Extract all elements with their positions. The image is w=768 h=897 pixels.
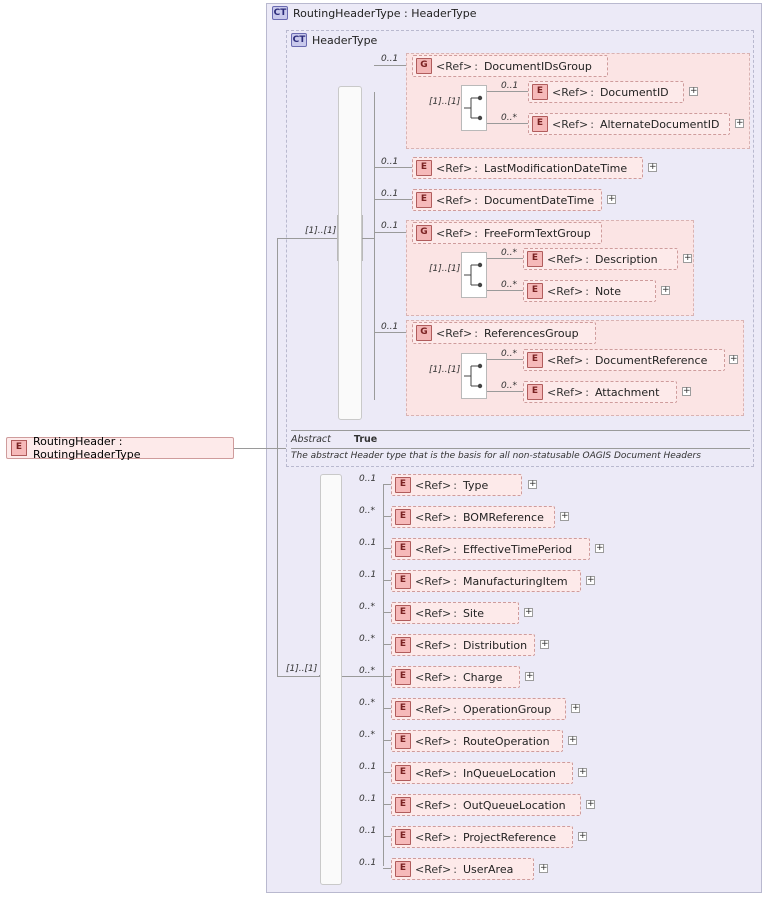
connector <box>277 676 319 677</box>
connector <box>374 199 412 200</box>
group-name: ReferencesGroup <box>483 326 579 340</box>
group-name: FreeFormTextGroup <box>483 226 591 240</box>
element-name: LastModificationDateTime <box>483 161 628 175</box>
alternatedocumentid-node[interactable]: E <Ref> : AlternateDocumentID <box>528 113 730 135</box>
expand-documentid[interactable] <box>689 87 698 96</box>
element-icon: E <box>416 160 432 176</box>
ref-label: <Ref> <box>552 117 589 131</box>
connector <box>374 167 412 168</box>
element-name: Type <box>462 478 489 492</box>
element-icon: E <box>395 573 411 589</box>
outer-type-label: RoutingHeaderType : HeaderType <box>293 6 477 20</box>
element-icon: E <box>527 352 543 368</box>
body-children-rail <box>320 474 342 885</box>
element-name: ManufacturingItem <box>462 574 568 588</box>
abstract-key: Abstract <box>291 434 331 445</box>
referencesgroup-node[interactable]: G <Ref> : ReferencesGroup <box>412 322 596 344</box>
documentid-node[interactable]: E <Ref> : DocumentID <box>528 81 684 103</box>
element-name: DocumentReference <box>594 353 708 367</box>
referencesgroup-sequence[interactable] <box>461 353 487 399</box>
documentidsgroup-inner-cardinality: [1]..[1] <box>429 97 461 107</box>
expand-outqueuelocation[interactable] <box>586 800 595 809</box>
ref-label: <Ref> <box>436 226 473 240</box>
attachment-cardinality: 0..* <box>501 381 517 391</box>
inqueuelocation-node[interactable]: E <Ref> : InQueueLocation <box>391 762 573 784</box>
element-icon: E <box>395 605 411 621</box>
projectreference-cardinality: 0..1 <box>359 826 377 836</box>
site-cardinality: 0..* <box>359 602 375 612</box>
expand-documentdatetime[interactable] <box>607 195 616 204</box>
connector <box>234 448 286 449</box>
expand-type[interactable] <box>528 480 537 489</box>
element-name: InQueueLocation <box>462 766 556 780</box>
ref-label: <Ref> <box>415 766 452 780</box>
expand-effectivetimeperiod[interactable] <box>595 544 604 553</box>
routeoperation-node[interactable]: E <Ref> : RouteOperation <box>391 730 563 752</box>
abstract-description: The abstract Header type that is the basis for all non-statusable OAGIS Document Headers <box>291 451 701 461</box>
element-icon: E <box>395 541 411 557</box>
connector <box>383 580 391 581</box>
element-name: RouteOperation <box>462 734 550 748</box>
element-name: Description <box>594 252 658 266</box>
ref-label: <Ref> <box>415 830 452 844</box>
outqueuelocation-node[interactable]: E <Ref> : OutQueueLocation <box>391 794 581 816</box>
element-name: Attachment <box>594 385 660 399</box>
element-icon: E <box>395 701 411 717</box>
element-icon: E <box>395 733 411 749</box>
element-name: ProjectReference <box>462 830 556 844</box>
root-element-node[interactable] <box>6 437 234 459</box>
ref-label: <Ref> <box>415 638 452 652</box>
element-name: DocumentDateTime <box>483 193 595 207</box>
connector <box>487 258 523 259</box>
element-name: Note <box>594 284 621 298</box>
charge-node[interactable]: E <Ref> : Charge <box>391 666 520 688</box>
lastmodificationdatetime-node[interactable]: E <Ref> : LastModificationDateTime <box>412 157 643 179</box>
connector <box>487 290 523 291</box>
header-sequence-cardinality: [1]..[1] <box>305 226 337 236</box>
expand-operationgroup[interactable] <box>571 704 580 713</box>
body-sequence-cardinality: [1]..[1] <box>286 664 318 674</box>
documentdatetime-cardinality: 0..1 <box>381 189 399 199</box>
ref-label: <Ref> <box>436 59 473 73</box>
documentid-cardinality: 0..1 <box>501 81 519 91</box>
referencesgroup-cardinality: 0..1 <box>381 322 399 332</box>
complextype-icon: CT <box>292 35 306 45</box>
connector <box>383 804 391 805</box>
connector <box>487 359 523 360</box>
connector <box>383 836 391 837</box>
effectivetimeperiod-node[interactable]: E <Ref> : EffectiveTimePeriod <box>391 538 590 560</box>
attachment-node[interactable]: E <Ref> : Attachment <box>523 381 677 403</box>
element-name: Site <box>462 606 485 620</box>
ref-label: <Ref> <box>415 862 452 876</box>
freeformtextgroup-node[interactable]: G <Ref> : FreeFormTextGroup <box>412 222 602 244</box>
documentreference-node[interactable]: E <Ref> : DocumentReference <box>523 349 725 371</box>
outqueuelocation-cardinality: 0..1 <box>359 794 377 804</box>
connector <box>383 868 391 869</box>
element-name: EffectiveTimePeriod <box>462 542 573 556</box>
element-name: Charge <box>462 670 503 684</box>
connector <box>487 391 523 392</box>
element-icon: E <box>395 637 411 653</box>
connector <box>374 332 406 333</box>
type-node[interactable]: E <Ref> : Type <box>391 474 522 496</box>
element-name: OutQueueLocation <box>462 798 566 812</box>
ref-label: <Ref> <box>552 85 589 99</box>
connector <box>383 708 391 709</box>
connector <box>487 123 528 124</box>
element-name: DocumentID <box>599 85 669 99</box>
element-icon: E <box>11 440 27 456</box>
connector <box>487 91 528 92</box>
operationgroup-node[interactable]: E <Ref> : OperationGroup <box>391 698 566 720</box>
expand-site[interactable] <box>524 608 533 617</box>
ref-label: <Ref> <box>415 574 452 588</box>
inqueuelocation-cardinality: 0..1 <box>359 762 377 772</box>
group-icon: G <box>416 225 432 241</box>
referencesgroup-inner-cardinality: [1]..[1] <box>429 365 461 375</box>
connector <box>374 65 406 66</box>
connector <box>383 548 391 549</box>
bomreference-cardinality: 0..* <box>359 506 375 516</box>
expand-inqueuelocation[interactable] <box>578 768 587 777</box>
headertype-header <box>291 33 377 47</box>
element-icon: E <box>527 384 543 400</box>
connector <box>374 92 375 400</box>
ref-label: <Ref> <box>547 353 584 367</box>
documentreference-cardinality: 0..* <box>501 349 517 359</box>
distribution-cardinality: 0..* <box>359 634 375 644</box>
element-name: BOMReference <box>462 510 544 524</box>
element-icon: E <box>395 669 411 685</box>
description-node[interactable]: E <Ref> : Description <box>523 248 678 270</box>
expand-note[interactable] <box>661 286 670 295</box>
expand-manufacturingitem[interactable] <box>586 576 595 585</box>
connector <box>383 644 391 645</box>
connector <box>383 772 391 773</box>
ref-label: <Ref> <box>415 478 452 492</box>
site-node[interactable]: E <Ref> : Site <box>391 602 519 624</box>
element-icon: E <box>532 116 548 132</box>
ref-label: <Ref> <box>547 252 584 266</box>
element-name: UserArea <box>462 862 514 876</box>
expand-description[interactable] <box>683 254 692 263</box>
charge-cardinality: 0..* <box>359 666 375 676</box>
connector <box>383 516 391 517</box>
element-icon: E <box>395 765 411 781</box>
distribution-node[interactable]: E <Ref> : Distribution <box>391 634 535 656</box>
note-cardinality: 0..* <box>501 280 517 290</box>
ref-label: <Ref> <box>436 326 473 340</box>
manufacturingitem-cardinality: 0..1 <box>359 570 377 580</box>
element-icon: E <box>527 251 543 267</box>
abstract-value: True <box>353 434 378 445</box>
expand-projectreference[interactable] <box>578 832 587 841</box>
connector <box>383 676 391 677</box>
bomreference-node[interactable]: E <Ref> : BOMReference <box>391 506 555 528</box>
element-icon: E <box>532 84 548 100</box>
connector <box>383 484 391 485</box>
connector <box>374 232 406 233</box>
ref-label: <Ref> <box>415 510 452 524</box>
element-name: OperationGroup <box>462 702 552 716</box>
expand-bomreference[interactable] <box>560 512 569 521</box>
ref-label: <Ref> <box>415 670 452 684</box>
type-cardinality: 0..1 <box>359 474 377 484</box>
documentidsgroup-node[interactable]: G <Ref> : DocumentIDsGroup <box>412 55 608 77</box>
group-icon: G <box>416 58 432 74</box>
ref-label: <Ref> <box>436 193 473 207</box>
element-icon: E <box>527 283 543 299</box>
connector <box>362 238 374 239</box>
outer-type-header <box>272 6 477 20</box>
expand-lastmodificationdatetime[interactable] <box>648 163 657 172</box>
ref-label: <Ref> <box>436 161 473 175</box>
headertype-label: HeaderType <box>312 33 378 47</box>
connector <box>342 676 383 677</box>
lastmodificationdatetime-cardinality: 0..1 <box>381 157 399 167</box>
expand-documentreference[interactable] <box>729 355 738 364</box>
ref-label: <Ref> <box>547 284 584 298</box>
manufacturingitem-node[interactable]: E <Ref> : ManufacturingItem <box>391 570 581 592</box>
projectreference-node[interactable]: E <Ref> : ProjectReference <box>391 826 573 848</box>
element-icon: E <box>395 477 411 493</box>
alternatedocumentid-cardinality: 0..* <box>501 113 517 123</box>
abstract-row <box>291 434 377 445</box>
connector <box>277 448 278 676</box>
ref-label: <Ref> <box>415 606 452 620</box>
root-element-label: RoutingHeader : RoutingHeaderType <box>33 435 141 461</box>
ref-label: <Ref> <box>415 542 452 556</box>
expand-alternatedocumentid[interactable] <box>735 119 744 128</box>
header-children-rail <box>338 86 362 420</box>
element-name: AlternateDocumentID <box>599 117 720 131</box>
ref-label: <Ref> <box>415 798 452 812</box>
operationgroup-cardinality: 0..* <box>359 698 375 708</box>
userarea-cardinality: 0..1 <box>359 858 377 868</box>
freeformtextgroup-sequence[interactable] <box>461 252 487 298</box>
documentdatetime-node[interactable]: E <Ref> : DocumentDateTime <box>412 189 602 211</box>
connector <box>383 740 391 741</box>
documentidsgroup-cardinality: 0..1 <box>381 54 399 64</box>
ref-label: <Ref> <box>547 385 584 399</box>
group-icon: G <box>416 325 432 341</box>
connector <box>383 612 391 613</box>
group-name: DocumentIDsGroup <box>483 59 592 73</box>
connector <box>383 484 384 866</box>
freeformtextgroup-inner-cardinality: [1]..[1] <box>429 264 461 274</box>
element-icon: E <box>395 797 411 813</box>
routeoperation-cardinality: 0..* <box>359 730 375 740</box>
documentidsgroup-sequence[interactable] <box>461 85 487 131</box>
expand-userarea[interactable] <box>539 864 548 873</box>
expand-charge[interactable] <box>525 672 534 681</box>
expand-routeoperation[interactable] <box>568 736 577 745</box>
element-icon: E <box>395 509 411 525</box>
userarea-node[interactable]: E <Ref> : UserArea <box>391 858 534 880</box>
ref-label: <Ref> <box>415 734 452 748</box>
element-name: Distribution <box>462 638 528 652</box>
note-node[interactable]: E <Ref> : Note <box>523 280 656 302</box>
element-icon: E <box>395 829 411 845</box>
complextype-icon: CT <box>273 8 287 18</box>
connector <box>277 238 337 239</box>
description-cardinality: 0..* <box>501 248 517 258</box>
expand-distribution[interactable] <box>540 640 549 649</box>
freeformtextgroup-cardinality: 0..1 <box>381 221 399 231</box>
element-icon: E <box>416 192 432 208</box>
effectivetimeperiod-cardinality: 0..1 <box>359 538 377 548</box>
connector <box>277 238 278 448</box>
expand-attachment[interactable] <box>682 387 691 396</box>
element-icon: E <box>395 861 411 877</box>
ref-label: <Ref> <box>415 702 452 716</box>
